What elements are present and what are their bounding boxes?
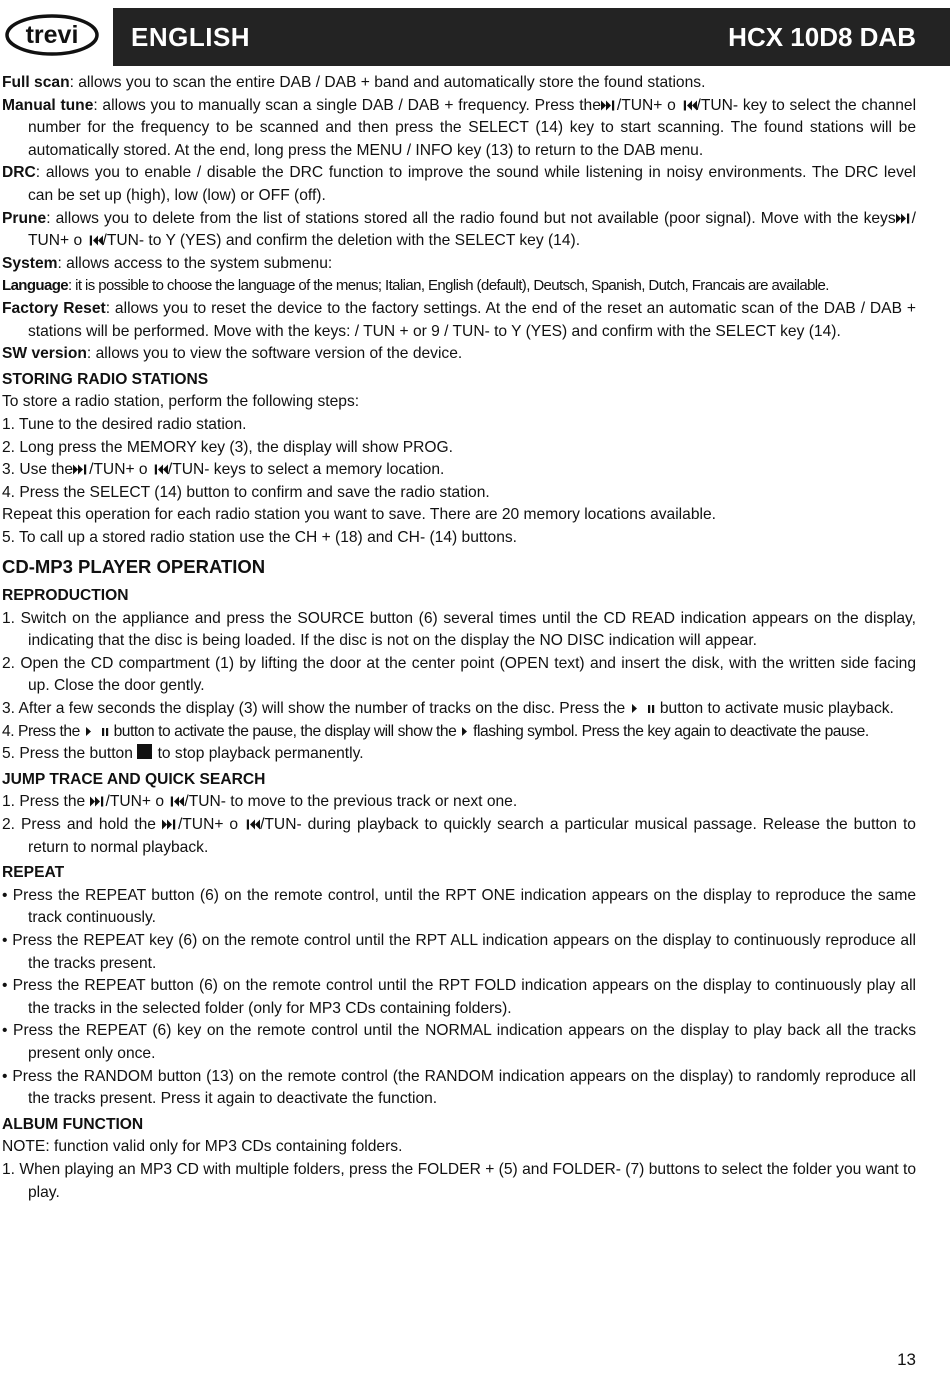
list-item: 1. Press the /TUN+ o /TUN- to move to the previous track or next one. <box>2 793 518 811</box>
drc-paragraph: DRC: allows you to enable / disable the DRC function to improve the sound while listening in noisy environments. The DRC level can be set up (high), low (low) or OFF (off). <box>2 164 916 204</box>
list-item: 4. Press the SELECT (14) button to confirm and save the radio station. <box>2 483 490 501</box>
full-scan-paragraph: Full scan: allows you to scan the entire DAB / DAB + band and automatically store the found stations. <box>2 74 706 91</box>
term: DRC <box>2 164 36 182</box>
list-item: 3. Use the /TUN+ o /TUN- keys to select a memory location. <box>2 461 445 479</box>
list-item: 3. After a few seconds the display (3) will show the number of tracks on the disc. Press the button to activate music playback. <box>2 700 894 718</box>
previous-track-icon <box>168 796 184 807</box>
list-item: 2. Long press the MEMORY key (3), the display will show PROG. <box>2 438 453 456</box>
term: Full scan <box>2 74 70 91</box>
album-heading: ALBUM FUNCTION <box>2 1115 144 1133</box>
language-label: ENGLISH <box>131 22 251 52</box>
header-band <box>113 8 950 66</box>
play-pause-icon <box>84 726 110 737</box>
previous-track-icon <box>244 819 260 830</box>
manual-content <box>2 72 916 1204</box>
next-track-icon <box>90 796 106 807</box>
previous-track-icon <box>87 235 103 246</box>
sw-version-paragraph: SW version: allows you to view the software version of the device. <box>2 345 463 363</box>
bullet-item: • Press the RANDOM button (13) on the remote control (the RANDOM indication appears on the display) to randomly reproduce all the tracks present. Press it again to deactivate the function. <box>2 1067 916 1108</box>
play-icon <box>460 726 469 737</box>
model-label: HCX 10D8 DAB <box>728 22 916 52</box>
cd-section-heading: CD-MP3 PLAYER OPERATION <box>2 556 266 578</box>
prune-paragraph: Prune: allows you to delete from the list of stations stored all the radio found but not available (poor signal). Move with the keys / TUN+ o /TUN- to Y (YES) and confirm the deletion with the SELECT key (14). <box>2 209 916 250</box>
term: SW version <box>2 345 87 363</box>
list-item: 1. Tune to the desired radio station. <box>2 415 247 433</box>
next-track-icon <box>601 100 617 111</box>
previous-track-icon <box>152 464 168 475</box>
next-track-icon <box>896 213 912 224</box>
brand-logo <box>0 0 113 66</box>
bullet-item: • Press the REPEAT button (6) on the remote control until the RPT FOLD indication appears on the display to continuously play all the tracks in the selected folder (only for MP3 CDs containing folders). <box>2 977 916 1017</box>
list-item: 2. Open the CD compartment (1) by lifting the door at the center point (OPEN text) and insert the disk, with the written side facing up. Close the door gently. <box>2 654 916 695</box>
list-item: 2. Press and hold the /TUN+ o /TUN- during playback to quickly search a particular musical passage. Release the button to return to normal playback. <box>2 816 916 856</box>
trevi-logo-icon <box>4 12 102 58</box>
list-item: 5. To call up a stored radio station use the CH + (18) and CH- (14) buttons. <box>2 528 518 546</box>
storing-repeat-note: Repeat this operation for each radio station you want to save. There are 20 memory locations available. <box>2 506 716 524</box>
bullet-item: • Press the REPEAT button (6) on the remote control, until the RPT ONE indication appears on the display to reproduce the same track continuously. <box>2 886 916 927</box>
jump-heading: JUMP TRACE AND QUICK SEARCH <box>2 770 266 788</box>
system-paragraph: System: allows access to the system submenu: <box>2 254 333 272</box>
term: System <box>2 254 58 272</box>
stop-icon <box>137 744 153 759</box>
manual-tune-paragraph: Manual tune: allows you to manually scan a single DAB / DAB + frequency. Press the /TUN+ o /TUN- key to select the channel number for the frequency to be scanned and then press the SELECT (14) key to start scanning. The found stations will be automatically stored. At the end, long press the MENU / INFO key (13) to return to the DAB menu. <box>2 96 917 159</box>
album-note: NOTE: function valid only for MP3 CDs containing folders. <box>2 1138 403 1156</box>
play-pause-icon <box>630 703 656 714</box>
bullet-item: • Press the REPEAT (6) key on the remote control until the NORMAL indication appears on the display to play back all the tracks present only once. <box>2 1022 916 1062</box>
storing-intro: To store a radio station, perform the following steps: <box>2 393 360 411</box>
bullet-item: • Press the REPEAT key (6) on the remote control until the RPT ALL indication appears on the display to continuously reproduce all the tracks present. <box>2 931 916 972</box>
list-item: 1. Switch on the appliance and press the SOURCE button (6) several times until the CD READ indication appears on the display, indicating that the disc is being loaded. If the disc is not on the display the NO DISC indication will appear. <box>2 609 916 650</box>
list-item: 5. Press the button to stop playback permanently. <box>2 745 364 763</box>
term: Factory Reset <box>2 299 106 317</box>
list-item: 4. Press the button to activate the pause, the display will show the flashing symbol. Press the key again to deactivate the pause. <box>2 722 869 740</box>
reproduction-heading: REPRODUCTION <box>2 587 129 605</box>
svg-text:trevi: trevi <box>25 21 79 49</box>
page-number: 13 <box>897 1350 916 1369</box>
term: Prune <box>2 209 47 227</box>
factory-reset-paragraph: Factory Reset: allows you to reset the device to the factory settings. At the end of the reset an automatic scan of the DAB / DAB + stations will be performed. Move with the keys: / TUN + or 9 / TUN- to Y (YES) and confirm with the SELECT key (14). <box>2 299 916 340</box>
previous-track-icon <box>681 100 697 111</box>
term: Language <box>2 277 69 295</box>
next-track-icon <box>73 464 89 475</box>
list-item: 1. When playing an MP3 CD with multiple folders, press the FOLDER + (5) and FOLDER- (7) buttons to select the folder you want to play. <box>2 1160 916 1201</box>
storing-heading: STORING RADIO STATIONS <box>2 370 209 388</box>
page-header <box>0 0 950 76</box>
repeat-heading: REPEAT <box>2 864 65 882</box>
term: Manual tune <box>2 96 94 114</box>
next-track-icon <box>162 819 178 830</box>
language-paragraph: Language: it is possible to choose the language of the menus; Italian, English (default), Deutsch, Spanish, Dutch, Francais are available. <box>2 277 829 295</box>
